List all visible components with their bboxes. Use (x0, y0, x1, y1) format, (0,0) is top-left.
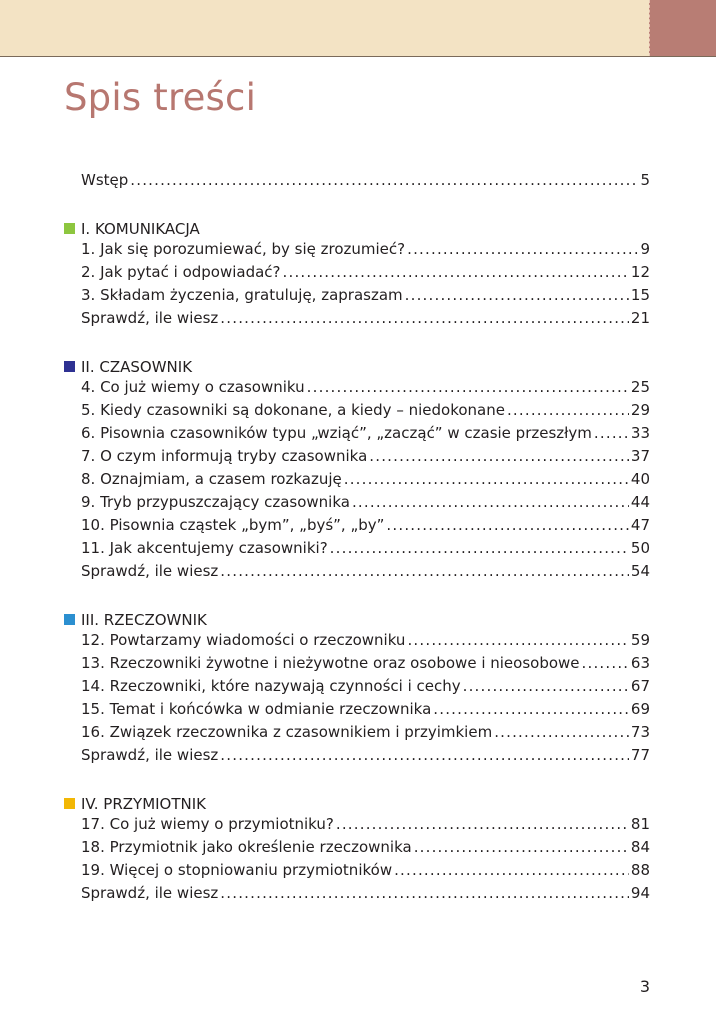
toc-leader-dots (386, 516, 628, 534)
toc-entry-page: 15 (630, 286, 650, 304)
toc-entry (81, 539, 650, 562)
toc-entry-page: 25 (630, 378, 650, 396)
toc-leader-dots (330, 539, 629, 557)
toc-entry (81, 884, 650, 907)
toc-entry-page: 29 (630, 401, 650, 419)
toc-entry-label: 5. Kiedy czasowniki są dokonane, a kiedy – niedokonane (81, 401, 505, 419)
toc-entry (81, 838, 650, 861)
toc-entry-label: 19. Więcej o stopniowaniu przymiotników (81, 861, 393, 879)
toc-entry-page: 47 (630, 516, 650, 534)
toc-entry-page: 88 (630, 861, 650, 879)
toc-entry-label: 2. Jak pytać i odpowiadać? (81, 263, 281, 281)
toc-entry-label: 10. Pisownia cząstek „bym”, „byś”, „by” (81, 516, 385, 534)
toc-entry (81, 723, 650, 746)
toc-entry (81, 861, 650, 884)
toc-leader-dots (220, 562, 629, 580)
toc-leader-dots (307, 378, 629, 396)
toc-leader-dots (336, 815, 629, 833)
toc-entry-page: 9 (640, 240, 650, 258)
toc-leader-dots (463, 677, 629, 695)
toc-entry-page: 5 (640, 171, 650, 189)
toc-leader-dots (582, 654, 629, 672)
section-color-marker (64, 614, 75, 625)
toc-leader-dots (220, 309, 629, 327)
toc-entry-page: 84 (630, 838, 650, 856)
toc-leader-dots (369, 447, 629, 465)
toc-entry (81, 654, 650, 677)
toc-entry-label: 8. Oznajmiam, a czasem rozkazuję (81, 470, 342, 488)
toc-leader-dots (283, 263, 629, 281)
toc-entry (81, 746, 650, 769)
toc-entry-page: 54 (630, 562, 650, 580)
toc-leader-dots (507, 401, 629, 419)
toc-entry (81, 677, 650, 700)
toc-entry (81, 562, 650, 585)
toc-entry-label: Sprawdź, ile wiesz (81, 884, 219, 902)
toc-entry-page: 77 (630, 746, 650, 764)
toc-entry-page: 37 (630, 447, 650, 465)
toc-entry-page: 21 (630, 309, 650, 327)
toc-leader-dots (394, 861, 629, 879)
section-title: IV. PRZYMIOTNIK (81, 794, 207, 813)
toc-leader-dots (594, 424, 629, 442)
section-heading (64, 608, 207, 631)
section-heading (64, 217, 200, 240)
toc-entry (81, 286, 650, 309)
toc-entry-label: 16. Związek rzeczownika z czasownikiem i przyimkiem (81, 723, 493, 741)
section-heading (64, 355, 192, 378)
header-tab (649, 0, 716, 56)
toc-leader-dots (405, 286, 629, 304)
toc-entry-label: 9. Tryb przypuszczający czasownika (81, 493, 350, 511)
toc-entry (81, 424, 650, 447)
toc-leader-dots (414, 838, 629, 856)
section-color-marker (64, 223, 75, 234)
toc-entry-page: 50 (630, 539, 650, 557)
toc-entry (81, 447, 650, 470)
toc-entry-label: Sprawdź, ile wiesz (81, 309, 219, 327)
toc-entry-label: 6. Pisownia czasowników typu „wziąć”, „zacząć” w czasie przeszłym (81, 424, 592, 442)
toc-entry-label: 14. Rzeczowniki, które nazywają czynności i cechy (81, 677, 461, 695)
section-heading (64, 792, 206, 815)
header-band (0, 0, 716, 57)
section-title: III. RZECZOWNIK (81, 610, 207, 629)
toc-leader-dots (352, 493, 629, 511)
toc-entry-label: Sprawdź, ile wiesz (81, 746, 219, 764)
toc-entry (81, 516, 650, 539)
toc-leader-dots (344, 470, 629, 488)
toc-entry (81, 470, 650, 493)
toc-entry (81, 493, 650, 516)
toc-entry-label: 18. Przymiotnik jako określenie rzeczownika (81, 838, 412, 856)
toc-entry-label: 12. Powtarzamy wiadomości o rzeczowniku (81, 631, 406, 649)
toc-entry-label: 4. Co już wiemy o czasowniku (81, 378, 305, 396)
toc-leader-dots (407, 631, 628, 649)
section-title: II. CZASOWNIK (81, 357, 193, 376)
toc-entry-page: 44 (630, 493, 650, 511)
toc-entry-page: 67 (630, 677, 650, 695)
toc-entry-label: 7. O czym informują tryby czasownika (81, 447, 368, 465)
toc-entry-label: 11. Jak akcentujemy czasowniki? (81, 539, 328, 557)
toc-leader-dots (220, 884, 629, 902)
toc-entry-label: 15. Temat i końcówka w odmianie rzeczownika (81, 700, 432, 718)
toc-entry-label: Wstęp (81, 171, 129, 189)
section-color-marker (64, 361, 75, 372)
toc-leader-dots (130, 171, 638, 189)
toc-entry (81, 263, 650, 286)
toc-leader-dots (494, 723, 629, 741)
toc-entry (81, 309, 650, 332)
toc-entry-page: 94 (630, 884, 650, 902)
page-title: Spis treści (64, 76, 257, 119)
section-title: I. KOMUNIKACJA (81, 219, 200, 238)
toc-entry-page: 33 (630, 424, 650, 442)
toc-leader-dots (433, 700, 629, 718)
toc-entry (81, 631, 650, 654)
page-number: 3 (639, 977, 650, 996)
toc-entry-page: 12 (630, 263, 650, 281)
toc-entry-page: 73 (630, 723, 650, 741)
toc-entry-page: 69 (630, 700, 650, 718)
toc-entry-page: 81 (630, 815, 650, 833)
toc-entry (81, 700, 650, 723)
toc-entry-label: Sprawdź, ile wiesz (81, 562, 219, 580)
toc-entry-page: 59 (630, 631, 650, 649)
toc-leader-dots (407, 240, 638, 258)
toc-entry (81, 401, 650, 424)
toc-entry (81, 240, 650, 263)
toc-entry-page: 63 (630, 654, 650, 672)
toc-entry-label: 17. Co już wiemy o przymiotniku? (81, 815, 334, 833)
toc-entry-label: 13. Rzeczowniki żywotne i nieżywotne oraz osobowe i nieosobowe (81, 654, 580, 672)
section-color-marker (64, 798, 75, 809)
toc-leader-dots (220, 746, 629, 764)
toc-entry-page: 40 (630, 470, 650, 488)
toc-entry (81, 378, 650, 401)
toc-entry (81, 171, 650, 194)
toc-entry-label: 3. Składam życzenia, gratuluję, zapraszam (81, 286, 403, 304)
toc-entry-label: 1. Jak się porozumiewać, by się zrozumieć? (81, 240, 406, 258)
toc-entry (81, 815, 650, 838)
